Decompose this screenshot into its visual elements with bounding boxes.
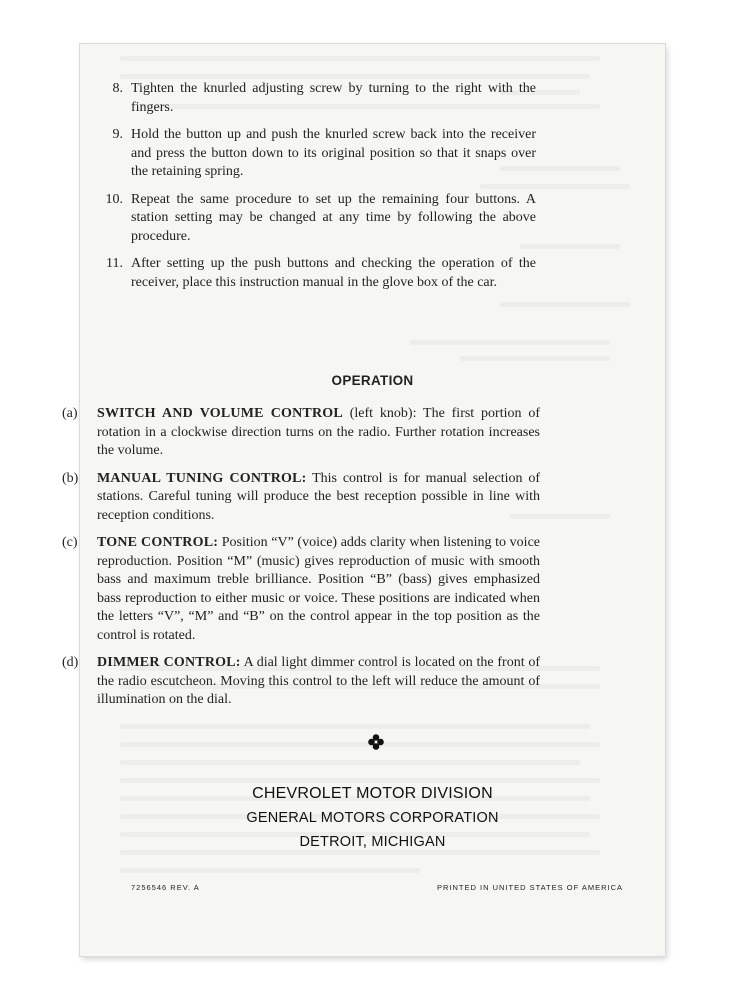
step-number: 8. xyxy=(112,81,123,96)
step-text: Tighten the knurled adjusting screw by turning to the right with the fingers. xyxy=(131,81,536,115)
operation-item xyxy=(62,534,540,645)
operation-item-heading: DIMMER CONTROL: xyxy=(97,655,241,670)
step-number: 9. xyxy=(112,127,123,142)
step-item xyxy=(96,80,536,117)
operation-text xyxy=(97,405,540,461)
step-item xyxy=(96,191,536,247)
operation-text xyxy=(97,534,540,645)
step-text: After setting up the push buttons and checking the operation of the receiver, place this instruction manual in the glove box of the car. xyxy=(131,256,536,290)
operation-letter: (d) xyxy=(62,655,79,670)
operation-letter: (a) xyxy=(62,406,78,421)
operation-item-body: A dial light dimmer control is located on the front of the radio escutcheon. Moving this control to the left will reduce the amount of illumination on the dial. xyxy=(97,655,540,707)
operation-item-heading: SWITCH AND VOLUME CONTROL xyxy=(97,406,343,421)
operation-list xyxy=(62,405,540,719)
operation-item-body: (left knob): The first portion of rotation in a clockwise direction turns on the radio. Further rotation increases the volume. xyxy=(97,406,540,458)
operation-item-body: Position “V” (voice) adds clarity when listening to voice reproduction. Position “M” (music) gives reproduction of music with smooth bass and maximum treble brilliance. Position “B” (bass) gives emphasized bass reproduction to either music or voice. These positions are indicated when the letters “V”, “M” and “B” on the control appear in the top position as the control is rotated. xyxy=(97,535,540,643)
operation-item xyxy=(62,405,540,461)
step-number: 11. xyxy=(106,256,123,271)
part-number: 7256546 REV. A xyxy=(131,883,200,892)
step-text: Hold the button up and push the knurled screw back into the receiver and press the button down to its original position so that it snaps over the retaining spring. xyxy=(131,127,536,179)
operation-item xyxy=(62,654,540,710)
operation-item xyxy=(62,470,540,526)
operation-heading: OPERATION xyxy=(331,373,414,388)
operation-letter: (b) xyxy=(62,470,79,486)
operation-item-heading: TONE CONTROL: xyxy=(97,535,219,550)
operation-letter: (c) xyxy=(62,535,78,550)
instruction-steps xyxy=(96,80,536,301)
step-number: 10. xyxy=(105,191,123,207)
footer-division: CHEVROLET MOTOR DIVISION xyxy=(252,785,493,802)
operation-item-body: This control is for manual selection of stations. Careful tuning will produce the best reception possible in line with reception conditions. xyxy=(97,470,540,523)
printed-in-notice: PRINTED IN UNITED STATES OF AMERICA xyxy=(437,883,623,892)
footer-corporation: GENERAL MOTORS CORPORATION xyxy=(246,810,499,826)
step-item xyxy=(96,255,536,292)
footer-location: DETROIT, MICHIGAN xyxy=(299,834,446,850)
operation-text xyxy=(97,654,540,710)
step-item xyxy=(96,126,536,182)
operation-text xyxy=(97,470,540,526)
step-text: Repeat the same procedure to set up the remaining four buttons. A station setting may be changed at any time by following the above procedure. xyxy=(131,191,536,244)
four-leaf-ornament-icon xyxy=(367,733,385,751)
operation-item-heading: MANUAL TUNING CONTROL: xyxy=(97,470,307,486)
